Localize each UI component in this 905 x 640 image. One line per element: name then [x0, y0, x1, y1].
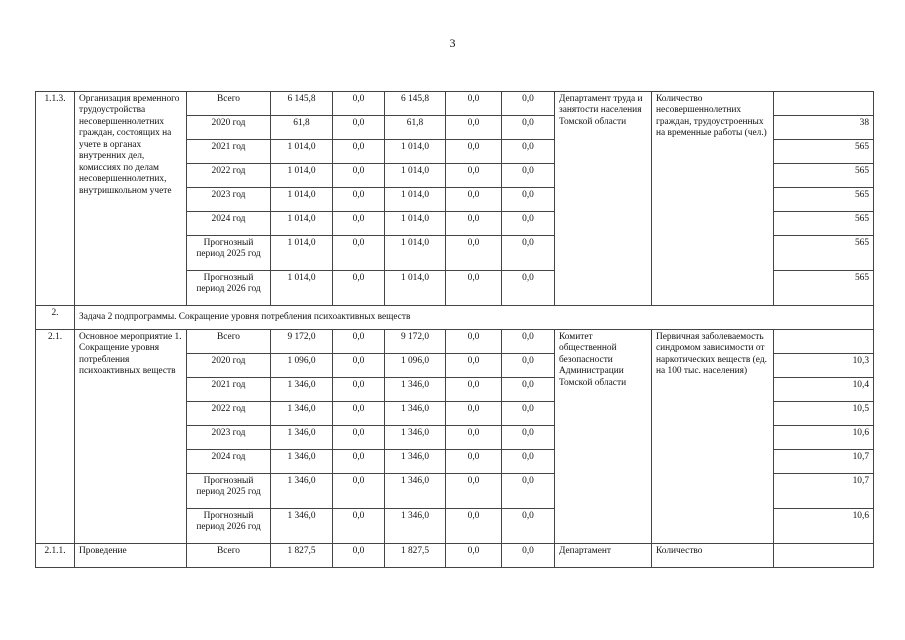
- federal-cell: 0,0: [333, 378, 385, 402]
- extra-cell: 0,0: [502, 474, 555, 509]
- regional-cell: 6 145,8: [385, 92, 446, 116]
- extra-cell: 0,0: [502, 378, 555, 402]
- federal-cell: 0,0: [333, 474, 385, 509]
- local-cell: 0,0: [446, 378, 502, 402]
- page-number: 3: [449, 36, 456, 50]
- federal-cell: 0,0: [333, 450, 385, 474]
- period-cell: 2022 год: [187, 402, 271, 426]
- regional-cell: 1 014,0: [385, 164, 446, 188]
- period-cell: 2024 год: [187, 212, 271, 236]
- federal-cell: 0,0: [333, 164, 385, 188]
- indicator-value: 10,7: [774, 450, 874, 474]
- local-cell: 0,0: [446, 271, 502, 306]
- extra-cell: 0,0: [502, 236, 555, 271]
- total-cell: 1 346,0: [271, 474, 333, 509]
- total-cell: 6 145,8: [271, 92, 333, 116]
- extra-cell: 0,0: [502, 330, 555, 354]
- indicator-value: 565: [774, 140, 874, 164]
- federal-cell: 0,0: [333, 140, 385, 164]
- extra-cell: 0,0: [502, 116, 555, 140]
- total-cell: 1 346,0: [271, 402, 333, 426]
- indicator-value: [774, 330, 874, 354]
- extra-cell: 0,0: [502, 509, 555, 544]
- regional-cell: 1 346,0: [385, 450, 446, 474]
- row-code: 2.1.: [36, 330, 75, 544]
- federal-cell: 0,0: [333, 354, 385, 378]
- local-cell: 0,0: [446, 140, 502, 164]
- local-cell: 0,0: [446, 354, 502, 378]
- regional-cell: 1 014,0: [385, 212, 446, 236]
- period-cell: 2023 год: [187, 426, 271, 450]
- indicator-value: 565: [774, 212, 874, 236]
- federal-cell: 0,0: [333, 426, 385, 450]
- period-cell: 2020 год: [187, 116, 271, 140]
- total-cell: 1 014,0: [271, 140, 333, 164]
- period-cell: 2023 год: [187, 188, 271, 212]
- row-code: 2.1.1.: [36, 544, 75, 568]
- federal-cell: 0,0: [333, 544, 385, 568]
- extra-cell: 0,0: [502, 402, 555, 426]
- period-cell: Прогнозный период 2026 год: [187, 509, 271, 544]
- indicator-value: 565: [774, 188, 874, 212]
- extra-cell: 0,0: [502, 92, 555, 116]
- table-row: [36, 330, 874, 354]
- period-cell: Прогнозный период 2025 год: [187, 236, 271, 271]
- period-cell: 2024 год: [187, 450, 271, 474]
- total-cell: 1 346,0: [271, 426, 333, 450]
- section-2-1: [36, 330, 874, 544]
- regional-cell: 1 346,0: [385, 402, 446, 426]
- extra-cell: 0,0: [502, 271, 555, 306]
- section-2-1-1: [36, 544, 874, 568]
- regional-cell: 1 827,5: [385, 544, 446, 568]
- regional-cell: 61,8: [385, 116, 446, 140]
- period-cell: Всего: [187, 544, 271, 568]
- total-cell: 61,8: [271, 116, 333, 140]
- indicator-cell: Первичная заболеваемость синдромом зависимости от наркотических веществ (ед. на 100 тыс. населения): [652, 330, 774, 544]
- federal-cell: 0,0: [333, 188, 385, 212]
- federal-cell: 0,0: [333, 92, 385, 116]
- federal-cell: 0,0: [333, 212, 385, 236]
- federal-cell: 0,0: [333, 271, 385, 306]
- federal-cell: 0,0: [333, 402, 385, 426]
- indicator-value: [774, 92, 874, 116]
- total-cell: 1 014,0: [271, 236, 333, 271]
- period-cell: Всего: [187, 92, 271, 116]
- regional-cell: 9 172,0: [385, 330, 446, 354]
- period-cell: Прогнозный период 2025 год: [187, 474, 271, 509]
- regional-cell: 1 096,0: [385, 354, 446, 378]
- extra-cell: 0,0: [502, 188, 555, 212]
- task-title: Задача 2 подпрограммы. Сокращение уровня потребления психоактивных веществ: [75, 306, 874, 330]
- total-cell: 1 346,0: [271, 378, 333, 402]
- activity-name: Организация временного трудоустройства несовершеннолетних граждан, состоящих на учете в органах внутренних дел, комиссиях по делам несовершеннолетних, внутришкольном учете: [75, 92, 187, 306]
- local-cell: 0,0: [446, 544, 502, 568]
- federal-cell: 0,0: [333, 236, 385, 271]
- extra-cell: 0,0: [502, 544, 555, 568]
- extra-cell: 0,0: [502, 450, 555, 474]
- task-2: [36, 306, 874, 330]
- indicator-value: 38: [774, 116, 874, 140]
- local-cell: 0,0: [446, 92, 502, 116]
- total-cell: 1 346,0: [271, 509, 333, 544]
- regional-cell: 1 014,0: [385, 140, 446, 164]
- local-cell: 0,0: [446, 402, 502, 426]
- local-cell: 0,0: [446, 509, 502, 544]
- local-cell: 0,0: [446, 236, 502, 271]
- regional-cell: 1 014,0: [385, 188, 446, 212]
- task-row: [36, 306, 874, 330]
- period-cell: Всего: [187, 330, 271, 354]
- row-code: 2.: [36, 306, 75, 330]
- activity-name: Проведение: [75, 544, 187, 568]
- activity-name: Основное мероприятие 1. Сокращение уровня потребления психоактивных веществ: [75, 330, 187, 544]
- local-cell: 0,0: [446, 450, 502, 474]
- indicator-value: 10,5: [774, 402, 874, 426]
- period-cell: 2021 год: [187, 378, 271, 402]
- executor-cell: Департамент труда и занятости населения Томской области: [555, 92, 652, 306]
- indicator-value: 10,3: [774, 354, 874, 378]
- indicator-value: 10,7: [774, 474, 874, 509]
- executor-cell: Комитет общественной безопасности Администрации Томской области: [555, 330, 652, 544]
- regional-cell: 1 346,0: [385, 474, 446, 509]
- extra-cell: 0,0: [502, 354, 555, 378]
- row-code: 1.1.3.: [36, 92, 75, 306]
- period-cell: 2021 год: [187, 140, 271, 164]
- extra-cell: 0,0: [502, 212, 555, 236]
- regional-cell: 1 346,0: [385, 426, 446, 450]
- regional-cell: 1 014,0: [385, 236, 446, 271]
- extra-cell: 0,0: [502, 140, 555, 164]
- federal-cell: 0,0: [333, 116, 385, 140]
- period-cell: Прогнозный период 2026 год: [187, 271, 271, 306]
- federal-cell: 0,0: [333, 330, 385, 354]
- local-cell: 0,0: [446, 330, 502, 354]
- local-cell: 0,0: [446, 212, 502, 236]
- local-cell: 0,0: [446, 164, 502, 188]
- executor-cell: Департамент: [555, 544, 652, 568]
- regional-cell: 1 346,0: [385, 509, 446, 544]
- indicator-value: 565: [774, 271, 874, 306]
- indicator-cell: Количество несовершеннолетних граждан, трудоустроенных на временные работы (чел.): [652, 92, 774, 306]
- indicator-value: 10,6: [774, 509, 874, 544]
- total-cell: 1 014,0: [271, 188, 333, 212]
- local-cell: 0,0: [446, 426, 502, 450]
- total-cell: 1 827,5: [271, 544, 333, 568]
- local-cell: 0,0: [446, 474, 502, 509]
- total-cell: 1 346,0: [271, 450, 333, 474]
- table-row: [36, 92, 874, 116]
- total-cell: 1 014,0: [271, 271, 333, 306]
- indicator-value: 565: [774, 236, 874, 271]
- total-cell: 1 014,0: [271, 164, 333, 188]
- program-table: [35, 91, 874, 568]
- table-row: [36, 544, 874, 568]
- indicator-value: [774, 544, 874, 568]
- period-cell: 2020 год: [187, 354, 271, 378]
- indicator-value: 10,6: [774, 426, 874, 450]
- federal-cell: 0,0: [333, 509, 385, 544]
- local-cell: 0,0: [446, 116, 502, 140]
- section-1-1-3: [36, 92, 874, 306]
- total-cell: 1 014,0: [271, 212, 333, 236]
- regional-cell: 1 346,0: [385, 378, 446, 402]
- extra-cell: 0,0: [502, 426, 555, 450]
- extra-cell: 0,0: [502, 164, 555, 188]
- regional-cell: 1 014,0: [385, 271, 446, 306]
- total-cell: 1 096,0: [271, 354, 333, 378]
- indicator-value: 565: [774, 164, 874, 188]
- period-cell: 2022 год: [187, 164, 271, 188]
- indicator-cell: Количество: [652, 544, 774, 568]
- indicator-value: 10,4: [774, 378, 874, 402]
- total-cell: 9 172,0: [271, 330, 333, 354]
- local-cell: 0,0: [446, 188, 502, 212]
